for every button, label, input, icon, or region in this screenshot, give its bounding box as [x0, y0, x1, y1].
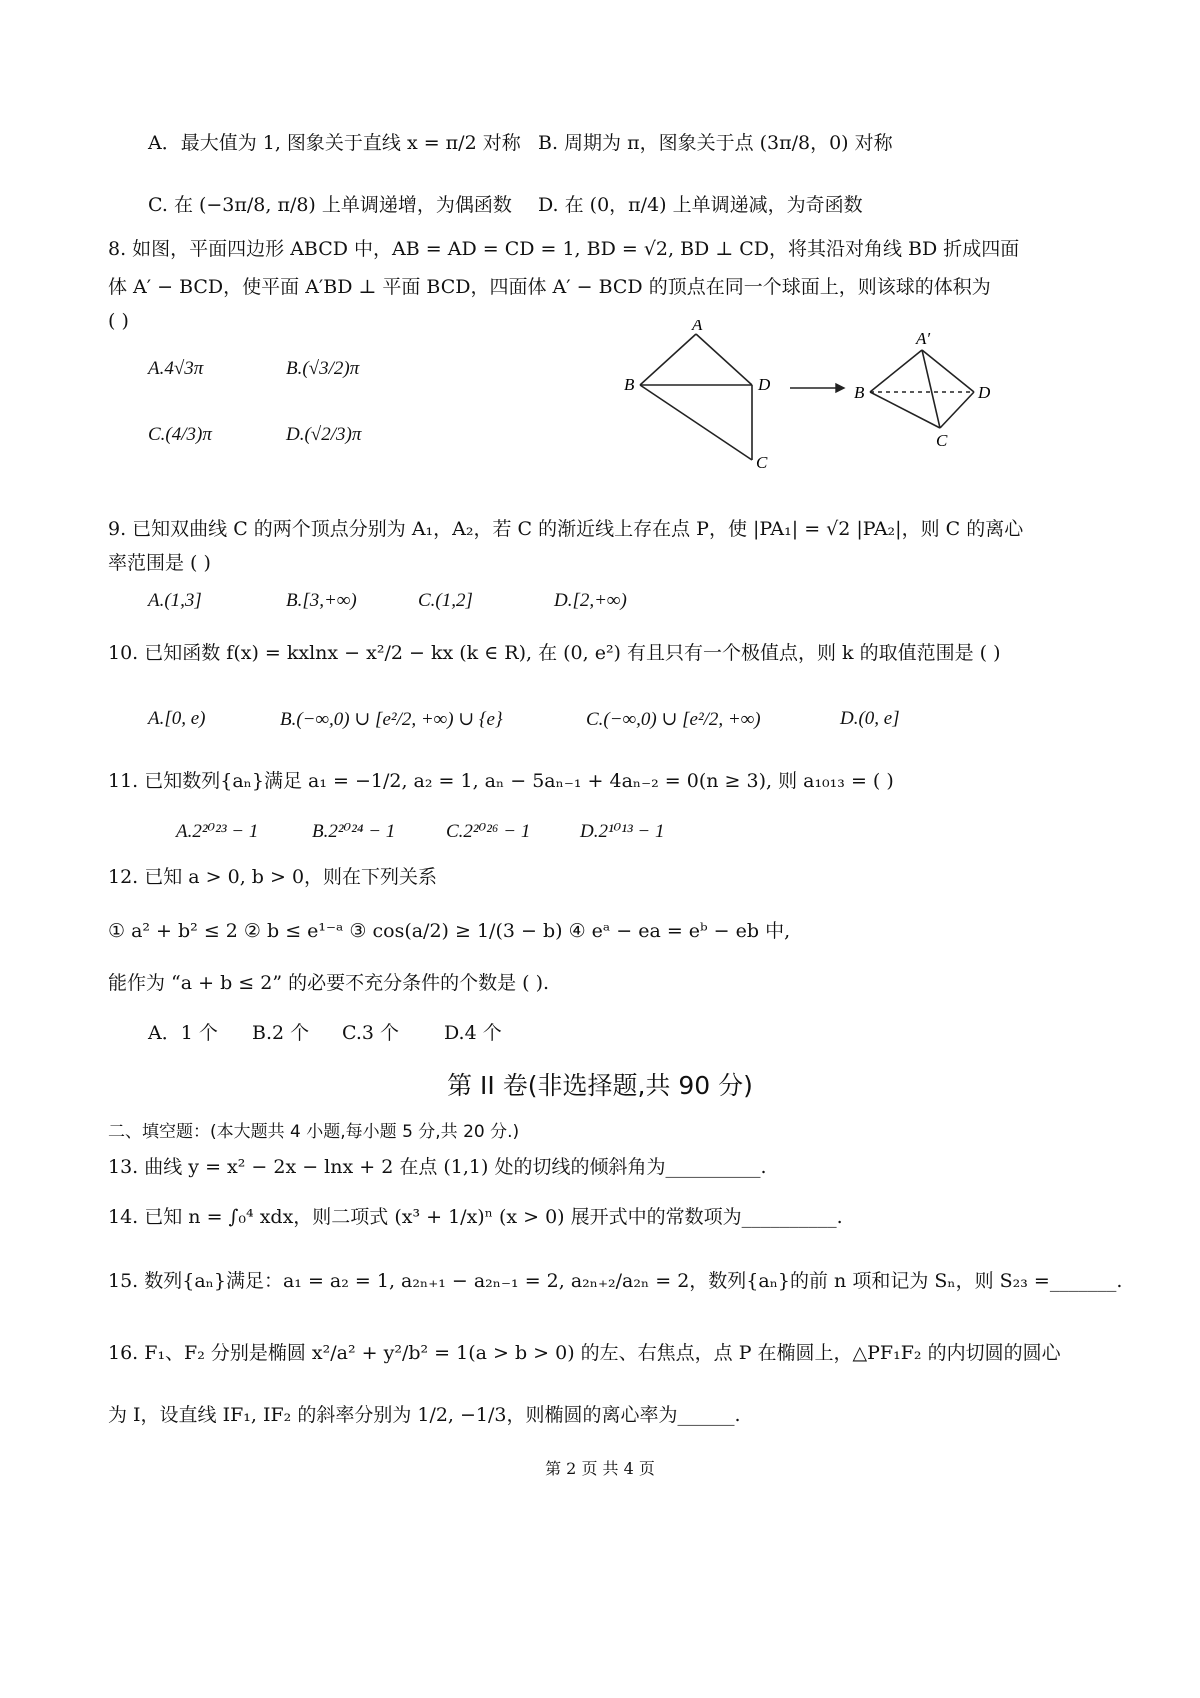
q11-option-a: A.2²⁰²³ − 1	[176, 821, 259, 842]
planar-quadrilateral	[640, 334, 752, 460]
q8-option-b: B.(√3/2)π	[286, 358, 360, 379]
q8-fold-figure	[610, 320, 1030, 480]
label-c2: C	[936, 431, 948, 450]
q7-option-c: C. 在 (−3π/8, π/8) 上单调递增，为偶函数	[148, 194, 512, 216]
q8-stem-line1: 8. 如图，平面四边形 ABCD 中，AB = AD = CD = 1, BD = √2, BD ⊥ CD，将其沿对角线 BD 折成四面	[108, 238, 1020, 260]
q8-option-c: C.(4/3)π	[148, 424, 212, 445]
q12-relations: ① a² + b² ≤ 2 ② b ≤ e¹⁻ᵃ ③ cos(a/2) ≥ 1/(3 − b) ④ eᵃ − ea = eᵇ − eb 中,	[108, 920, 791, 942]
q14-stem: 14. 已知 n = ∫₀⁴ xdx，则二项式 (x³ + 1/x)ⁿ (x > 0) 展开式中的常数项为__________.	[108, 1206, 843, 1228]
q9-stem-line1: 9. 已知双曲线 C 的两个顶点分别为 A₁，A₂，若 C 的渐近线上存在点 P，使 |PA₁| = √2 |PA₂|，则 C 的离心	[108, 518, 1024, 540]
q11-option-b: B.2²⁰²⁴ − 1	[312, 821, 396, 842]
label-a-prime: A′	[916, 329, 931, 348]
q10-option-b: B.(−∞,0) ∪ [e²/2, +∞) ∪ {e}	[280, 709, 503, 730]
q12-option-d: D.4 个	[444, 1022, 502, 1044]
q10-option-c: C.(−∞,0) ∪ [e²/2, +∞)	[586, 709, 761, 730]
q9-stem-line2: 率范围是 ( )	[108, 552, 211, 574]
q7-option-d: D. 在 (0，π/4) 上单调递减，为奇函数	[538, 194, 863, 216]
q9-option-a: A.(1,3]	[148, 590, 202, 611]
q11-option-d: D.2¹⁰¹³ − 1	[580, 821, 665, 842]
q7-option-b: B. 周期为 π，图象关于点 (3π/8，0) 对称	[538, 132, 893, 154]
q12-stem-line3: 能作为 “a + b ≤ 2” 的必要不充分条件的个数是 ( ).	[108, 972, 550, 994]
page-footer: 第 2 页 共 4 页	[545, 1459, 655, 1478]
q12-stem-line1: 12. 已知 a > 0, b > 0，则在下列关系	[108, 866, 438, 888]
q11-stem: 11. 已知数列{aₙ}满足 a₁ = −1/2, a₂ = 1, aₙ − 5aₙ₋₁ + 4aₙ₋₂ = 0(n ≥ 3), 则 a₁₀₁₃ = ( )	[108, 770, 894, 792]
q15-stem: 15. 数列{aₙ}满足：a₁ = a₂ = 1, a₂ₙ₊₁ − a₂ₙ₋₁ = 2, a₂ₙ₊₂/a₂ₙ = 2，数列{aₙ}的前 n 项和记为 Sₙ，则 S₂₃ =_______.	[108, 1270, 1123, 1292]
q10-option-a: A.[0, e)	[148, 708, 206, 729]
label-c: C	[756, 453, 768, 472]
label-b: B	[624, 375, 635, 394]
q10-stem: 10. 已知函数 f(x) = kxlnx − x²/2 − kx (k ∈ R), 在 (0, e²) 有且只有一个极值点，则 k 的取值范围是 ( )	[108, 642, 1001, 664]
label-d: D	[758, 375, 771, 394]
section-heading: 第 II 卷(非选择题,共 90 分)	[447, 1071, 753, 1100]
q13-stem: 13. 曲线 y = x² − 2x − lnx + 2 在点 (1,1) 处的切线的倾斜角为__________.	[108, 1156, 767, 1178]
q8-stem-line2: 体 A′ − BCD，使平面 A′BD ⊥ 平面 BCD，四面体 A′ − BCD 的顶点在同一个球面上，则该球的体积为	[108, 276, 991, 298]
label-a: A	[692, 320, 703, 334]
q8-option-a: A.4√3π	[148, 358, 204, 379]
q12-option-a: A．1 个	[148, 1022, 218, 1044]
q8-stem-line3: ( )	[108, 310, 129, 332]
q9-option-b: B.[3,+∞)	[286, 590, 357, 611]
q12-option-b: B.2 个	[252, 1022, 310, 1044]
fill-in-instructions: 二、填空题：(本大题共 4 小题,每小题 5 分,共 20 分.)	[108, 1122, 520, 1142]
q11-option-c: C.2²⁰²⁶ − 1	[446, 821, 531, 842]
tetrahedron	[870, 350, 974, 428]
q9-option-c: C.(1,2]	[418, 590, 473, 611]
q12-option-c: C.3 个	[342, 1022, 400, 1044]
q16-stem-line2: 为 I，设直线 IF₁, IF₂ 的斜率分别为 1/2, −1/3，则椭圆的离心率为______.	[108, 1404, 741, 1426]
label-b2: B	[854, 383, 865, 402]
q16-stem-line1: 16. F₁、F₂ 分别是椭圆 x²/a² + y²/b² = 1(a > b > 0) 的左、右焦点，点 P 在椭圆上，△PF₁F₂ 的内切圆的圆心	[108, 1342, 1061, 1364]
q8-option-d: D.(√2/3)π	[286, 424, 362, 445]
q9-option-d: D.[2,+∞)	[554, 590, 627, 611]
q7-option-a: A．最大值为 1, 图象关于直线 x = π/2 对称	[148, 132, 521, 154]
arrow-icon	[790, 384, 844, 392]
q10-option-d: D.(0, e]	[840, 708, 900, 729]
label-d2: D	[978, 383, 991, 402]
